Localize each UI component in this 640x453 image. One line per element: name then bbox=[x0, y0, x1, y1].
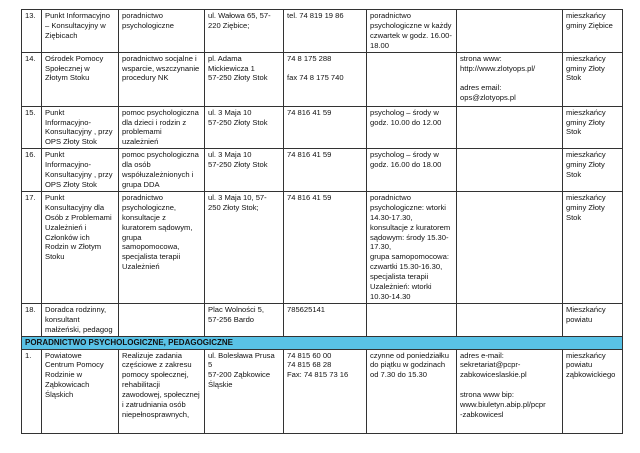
cell-name: Doradca rodzinny, konsultant małżeński, pedagog bbox=[42, 303, 119, 336]
cell-name: Punkt Informacyjno- Konsultacyjny , przy OPS Złoty Stok bbox=[42, 106, 119, 149]
cell-address: ul. 3 Maja 10, 57- 250 Złoty Stok; bbox=[205, 191, 284, 303]
cell-target: Mieszkańcy powiatu bbox=[563, 303, 623, 336]
section-header: PORADNICTWO PSYCHOLOGICZNE, PEDAGOGICZNE bbox=[22, 336, 623, 349]
services-table bbox=[21, 9, 623, 434]
cell-name: Ośrodek Pomocy Społecznej w Złotym Stoku bbox=[42, 52, 119, 106]
cell-phone: 74 816 41 59 bbox=[284, 149, 367, 192]
cell-web bbox=[457, 149, 563, 192]
table-row bbox=[22, 191, 623, 303]
cell-address: ul. Wałowa 65, 57- 220 Ziębice; bbox=[205, 10, 284, 53]
cell-address: ul. 3 Maja 10 57-250 Złoty Stok bbox=[205, 149, 284, 192]
cell-hours: poradnictwo psychologiczne: wtorki 14.30-17.30, konsultacje z kuratorem sądowym: środy 15.30- 17.30, grupa samopomocowa: czwartki 15.30-16.30, specjalista terapii Uzależnień: wtorki 10.30-14.30 bbox=[367, 191, 457, 303]
table-row bbox=[22, 10, 623, 53]
cell-web bbox=[457, 10, 563, 53]
cell-target: mieszkańcy gminy Złoty Stok bbox=[563, 52, 623, 106]
cell-target: mieszkańcy gminy Złoty Stok bbox=[563, 106, 623, 149]
cell-type: poradnictwo psychologiczne bbox=[119, 10, 205, 53]
cell-phone: 74 815 60 00 74 815 68 28 Fax: 74 815 73 16 bbox=[284, 349, 367, 433]
cell-web: strona www: http://www.zlotyops.pl/ adres email: ops@zlotyops.pl bbox=[457, 52, 563, 106]
cell-address: ul. Bolesława Prusa 5 57-200 Ząbkowice Śląskie bbox=[205, 349, 284, 433]
cell-no: 16. bbox=[22, 149, 42, 192]
cell-hours: czynne od poniedziałku do piątku w godzinach od 7.30 do 15.30 bbox=[367, 349, 457, 433]
cell-type bbox=[119, 303, 205, 336]
cell-name: Powiatowe Centrum Pomocy Rodzinie w Ząbkowicach Śląskich bbox=[42, 349, 119, 433]
cell-target: mieszkańcy gminy Złoty Stok bbox=[563, 149, 623, 192]
table-row bbox=[22, 106, 623, 149]
cell-phone: 74 816 41 59 bbox=[284, 106, 367, 149]
cell-hours: psycholog – środy w godz. 10.00 do 12.00 bbox=[367, 106, 457, 149]
cell-type: poradnictwo psychologiczne, konsultacje z kuratorem sądowym, grupa samopomocowa, specjalista terapii Uzależnień bbox=[119, 191, 205, 303]
cell-type: pomoc psychologiczna dla osób współuzależnionych i grupa DDA bbox=[119, 149, 205, 192]
cell-web bbox=[457, 191, 563, 303]
cell-no: 15. bbox=[22, 106, 42, 149]
cell-type: Realizuje zadania częściowe z zakresu pomocy społecznej, rehabilitacji zawodowej, społecznej i zatrudniania osób niepełnosprawnych, bbox=[119, 349, 205, 433]
cell-hours bbox=[367, 52, 457, 106]
cell-address: pl. Adama Mickiewicza 1 57-250 Złoty Stok bbox=[205, 52, 284, 106]
cell-hours: poradnictwo psychologiczne w każdy czwartek w godz. 16.00- 18.00 bbox=[367, 10, 457, 53]
cell-no: 13. bbox=[22, 10, 42, 53]
table-row bbox=[22, 52, 623, 106]
cell-address: ul. 3 Maja 10 57-250 Złoty Stok bbox=[205, 106, 284, 149]
table-row bbox=[22, 303, 623, 336]
cell-web: adres e-mail: sekretariat@pcpr- zabkowiceslaskie.pl strona www bip: www.biuletyn.abip.pl/pcpr -zabkowicesl bbox=[457, 349, 563, 433]
table-row bbox=[22, 149, 623, 192]
cell-target: mieszkańcy gminy Ziębice bbox=[563, 10, 623, 53]
cell-no: 14. bbox=[22, 52, 42, 106]
cell-address: Plac Wolności 5, 57-256 Bardo bbox=[205, 303, 284, 336]
table-row bbox=[22, 349, 623, 433]
cell-target: mieszkańcy powiatu ząbkowickiego bbox=[563, 349, 623, 433]
cell-phone: 785625141 bbox=[284, 303, 367, 336]
cell-no: 18. bbox=[22, 303, 42, 336]
cell-name: Punkt Informacyjno- Konsultacyjny , przy OPS Złoty Stok bbox=[42, 149, 119, 192]
cell-no: 17. bbox=[22, 191, 42, 303]
cell-no: 1. bbox=[22, 349, 42, 433]
cell-phone: 74 8 175 288 fax 74 8 175 740 bbox=[284, 52, 367, 106]
cell-phone: 74 816 41 59 bbox=[284, 191, 367, 303]
cell-web bbox=[457, 303, 563, 336]
cell-name: Punkt Konsultacyjny dla Osób z Problemami Uzależnień i Członków ich Rodzin w Złotym Stoku bbox=[42, 191, 119, 303]
section-header-row bbox=[22, 336, 623, 349]
cell-hours bbox=[367, 303, 457, 336]
cell-web bbox=[457, 106, 563, 149]
cell-hours: psycholog – środy w godz. 16.00 do 18.00 bbox=[367, 149, 457, 192]
table-body bbox=[22, 10, 623, 434]
cell-phone: tel. 74 819 19 86 bbox=[284, 10, 367, 53]
cell-name: Punkt Informacyjno – Konsultacyjny w Ziębicach bbox=[42, 10, 119, 53]
cell-type: poradnictwo socjalne i wsparcie, wszczynanie procedury NK bbox=[119, 52, 205, 106]
cell-type: pomoc psychologiczna dla dzieci i rodzin z problemami uzależnień bbox=[119, 106, 205, 149]
cell-target: mieszkańcy gminy Złoty Stok bbox=[563, 191, 623, 303]
